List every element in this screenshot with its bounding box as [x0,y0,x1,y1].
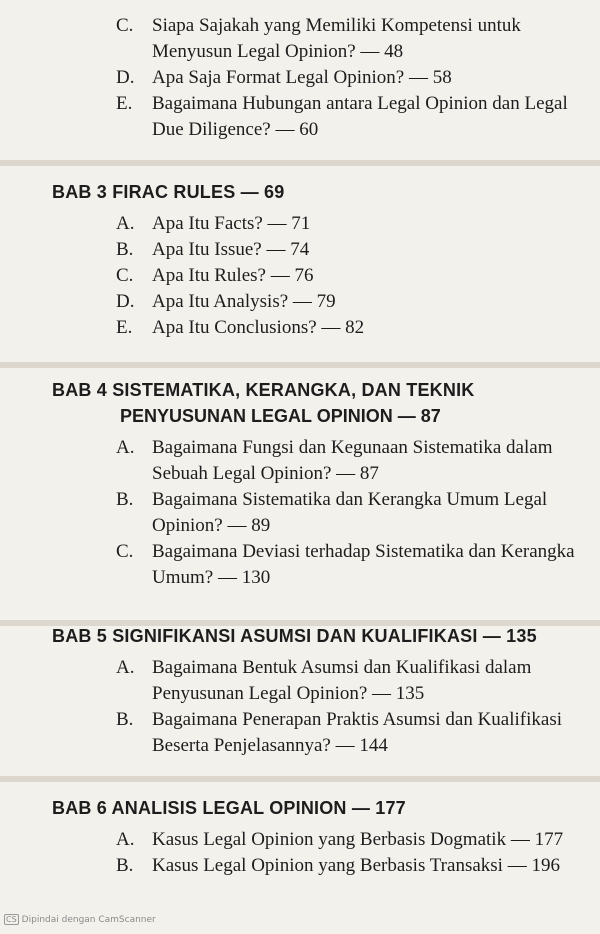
entry-letter: E. [116,93,133,114]
entry-text: Bagaimana Bentuk Asumsi dan Kualifikasi dalam [152,657,532,678]
chapter-heading: PENYUSUNAN LEGAL OPINION — 87 [120,406,441,426]
entry-text: Bagaimana Sistematika dan Kerangka Umum Legal [152,489,548,510]
chapter-heading: BAB 3 FIRAC RULES — 69 [52,182,285,202]
entry-text: Bagaimana Fungsi dan Kegunaan Sistematika dalam [152,437,553,458]
entry-text: Opinion? — 89 [152,515,271,536]
entry-letter: C. [116,541,134,562]
camscanner-logo: CS [6,915,17,924]
entry-text: Bagaimana Hubungan antara Legal Opinion dan Legal [152,93,568,114]
entry-text: Penyusunan Legal Opinion? — 135 [152,683,425,704]
page-fold-shadow [0,362,600,368]
entry-letter: B. [116,489,134,510]
entry-letter: A. [116,657,135,678]
entry-text: Siapa Sajakah yang Memiliki Kompetensi untuk [152,15,521,36]
entry-text: Apa Saja Format Legal Opinion? — 58 [152,67,452,88]
page-fold-shadow [0,160,600,166]
chapter-heading: BAB 4 SISTEMATIKA, KERANGKA, DAN TEKNIK [52,380,475,400]
scanner-watermark [4,914,156,925]
entry-text: Beserta Penjelasannya? — 144 [152,735,388,756]
entry-letter: C. [116,265,134,286]
entry-text: Apa Itu Facts? — 71 [152,213,311,234]
entry-text: Umum? — 130 [152,567,271,588]
chapter-heading: BAB 5 SIGNIFIKANSI ASUMSI DAN KUALIFIKASI — 135 [52,626,537,646]
entry-text: Apa Itu Rules? — 76 [152,265,314,286]
entry-letter: B. [116,855,134,876]
entry-text: Menyusun Legal Opinion? — 48 [152,41,404,62]
entry-text: Bagaimana Deviasi terhadap Sistematika dan Kerangka [152,541,575,562]
entry-text: Apa Itu Analysis? — 79 [152,291,336,312]
entry-text: Sebuah Legal Opinion? — 87 [152,463,379,484]
chapter-heading: BAB 6 ANALISIS LEGAL OPINION — 177 [52,798,406,818]
entry-letter: D. [116,67,135,88]
entry-letter: B. [116,239,134,260]
entry-text: Kasus Legal Opinion yang Berbasis Dogmatik — 177 [152,829,564,850]
entry-letter: A. [116,213,135,234]
entry-letter: D. [116,291,135,312]
entry-letter: A. [116,437,135,458]
entry-letter: B. [116,709,134,730]
entry-text: Due Diligence? — 60 [152,119,319,140]
entry-text: Bagaimana Penerapan Praktis Asumsi dan Kualifikasi [152,709,562,730]
entry-letter: E. [116,317,133,338]
page-fold-shadow [0,776,600,782]
entry-text: Kasus Legal Opinion yang Berbasis Transaksi — 196 [152,855,560,876]
entry-text: Apa Itu Issue? — 74 [152,239,310,260]
scanner-text: Dipindai dengan CamScanner [21,915,156,925]
entry-text: Apa Itu Conclusions? — 82 [152,317,365,338]
entry-letter: C. [116,15,134,36]
entry-letter: A. [116,829,135,850]
